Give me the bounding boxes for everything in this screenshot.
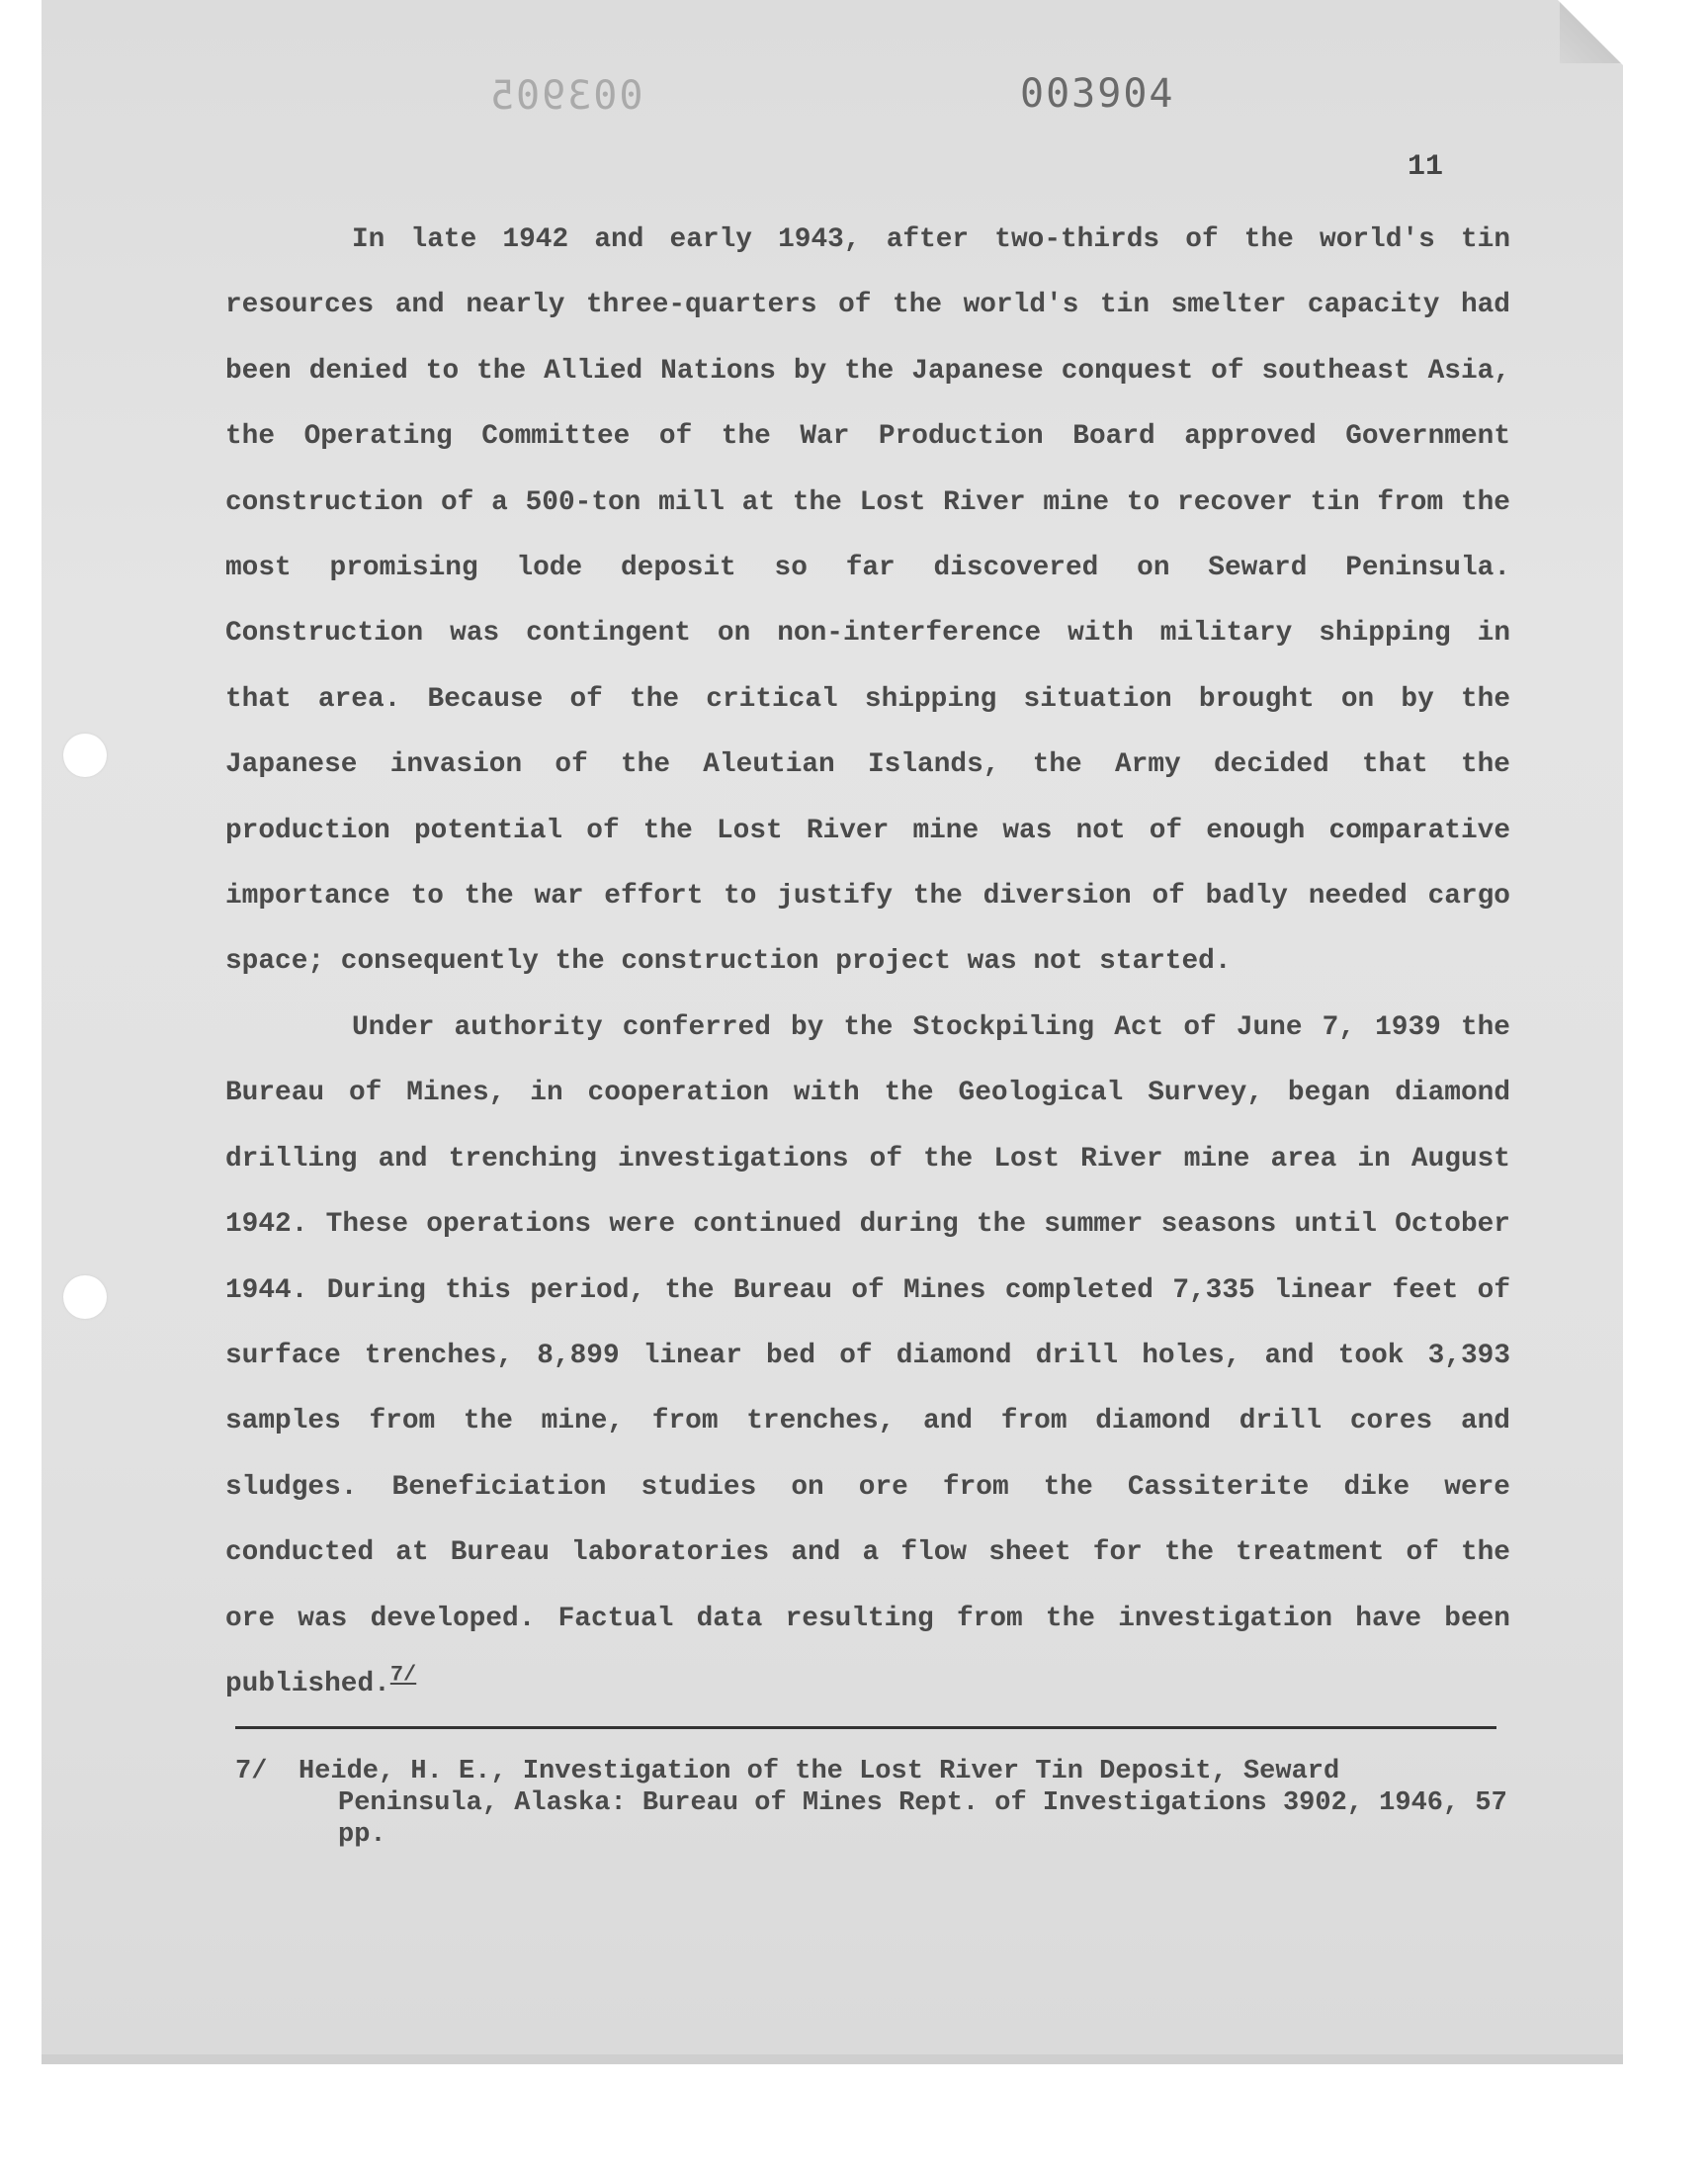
page-bottom-edge [42,2054,1623,2064]
paragraph-2-text: Under authority conferred by the Stockpiling Act of June 7, 1939 the Bureau of Mines, in cooperation with the Geological Survey, began diamond drilling and trenching investigations of the Lost River mine area in August 1942. These operations were continued during the summer seasons until October 1944. During this period, the Bureau of Mines completed 7,335 linear feet of surface trenches, 8,899 linear bed of diamond drill holes, and took 3,393 samples from the mine, from trenches, and from diamond drill cores and sludges. Beneficiation studies on ore from the Cassiterite dike were conducted at Bureau laboratories and a flow sheet for the treatment of the ore was developed. Factual data resulting from the investigation have been published. [225,1011,1510,1699]
body-text [225,208,1510,1717]
footnote-divider [235,1726,1496,1729]
footnote-reference: 7/ [389,1662,417,1688]
paragraph-2 [225,996,1510,1717]
punch-hole [63,1275,107,1319]
page-number: 11 [1408,150,1444,184]
bleed-through-stamp: 003905 [488,73,643,119]
footnote-text: Heide, H. E., Investigation of the Lost River Tin Deposit, Seward Peninsula, Alaska: Bureau of Mines Rept. of Investigations 3902, 1946, 57 pp. [299,1757,1507,1850]
folded-corner-edge [1556,0,1623,67]
punch-hole [63,734,107,777]
document-page [42,0,1623,2064]
document-stamp-number: 003904 [1020,71,1175,117]
footnote-label: 7/ [235,1757,268,1786]
footnote [235,1756,1510,1851]
paragraph-1: In late 1942 and early 1943, after two-thirds of the world's tin resources and nearly three-quarters of the world's tin smelter capacity had been denied to the Allied Nations by the Japanese conquest of southeast Asia, the Operating Committee of the War Production Board approved Government construction of a 500-ton mill at the Lost River mine to recover tin from the most promising lode deposit so far discovered on Seward Peninsula. Construction was contingent on non-interference with military shipping in that area. Because of the critical shipping situation brought on by the Japanese invasion of the Aleutian Islands, the Army decided that the production potential of the Lost River mine was not of enough comparative importance to the war effort to justify the diversion of badly needed cargo space; consequently the construction project was not started. [225,224,1510,978]
